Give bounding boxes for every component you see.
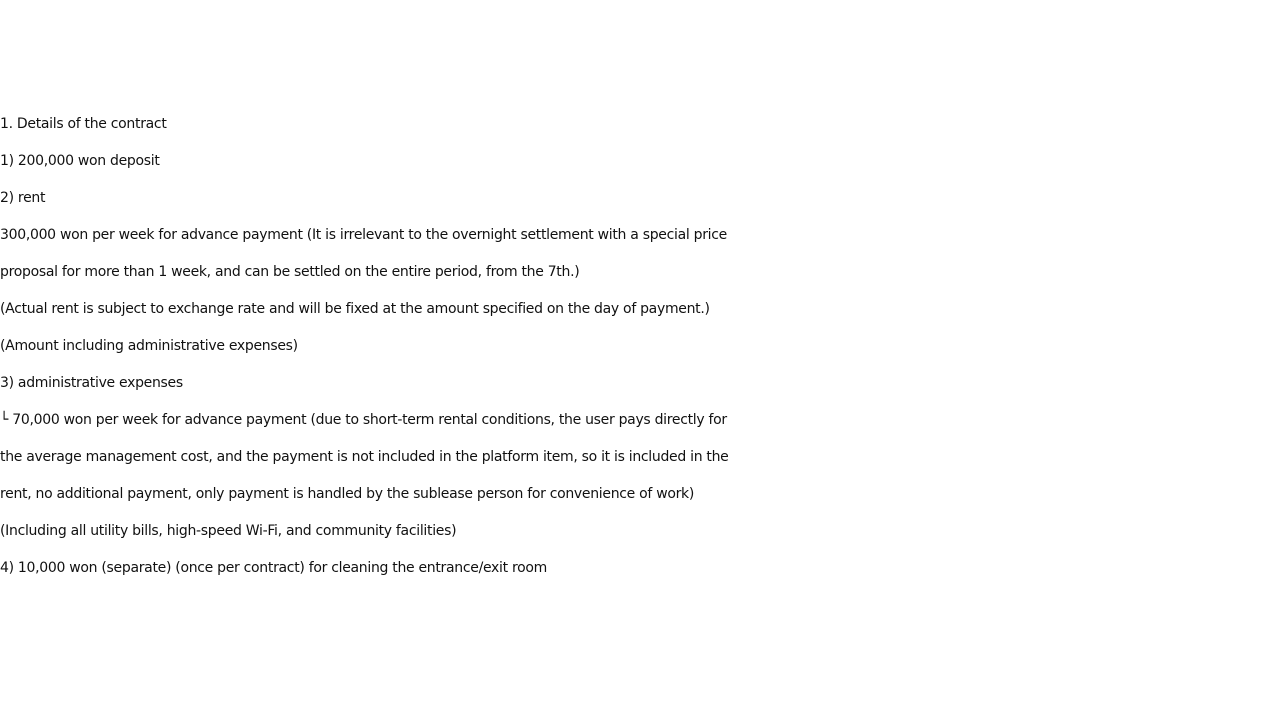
admin-expenses-heading: 3) administrative expenses <box>0 375 183 391</box>
rent-heading: 2) rent <box>0 190 46 206</box>
cleaning-fee-line: 4) 10,000 won (separate) (once per contract) for cleaning the entrance/exit room <box>0 560 547 576</box>
admin-expenses-note: (Including all utility bills, high-speed Wi-Fi, and community facilities) <box>0 523 457 539</box>
section-heading: 1. Details of the contract <box>0 116 167 132</box>
rent-detail-line-1: 300,000 won per week for advance payment (It is irrelevant to the overnight settlement with a special price <box>0 227 727 243</box>
admin-expenses-detail-line-2: the average management cost, and the payment is not included in the platform item, so it is included in the <box>0 449 729 465</box>
rent-detail-line-2: proposal for more than 1 week, and can be settled on the entire period, from the 7th.) <box>0 264 580 280</box>
admin-expenses-detail-line-3: rent, no additional payment, only payment is handled by the sublease person for convenience of work) <box>0 486 695 502</box>
admin-expenses-detail-line-1: └ 70,000 won per week for advance payment (due to short-term rental conditions, the user pays directly for <box>0 412 727 428</box>
contract-details-document <box>0 106 1280 587</box>
deposit-line: 1) 200,000 won deposit <box>0 153 160 169</box>
rent-note-exchange-rate: (Actual rent is subject to exchange rate and will be fixed at the amount specified on the day of payment.) <box>0 301 710 317</box>
rent-note-admin-included: (Amount including administrative expenses) <box>0 338 298 354</box>
